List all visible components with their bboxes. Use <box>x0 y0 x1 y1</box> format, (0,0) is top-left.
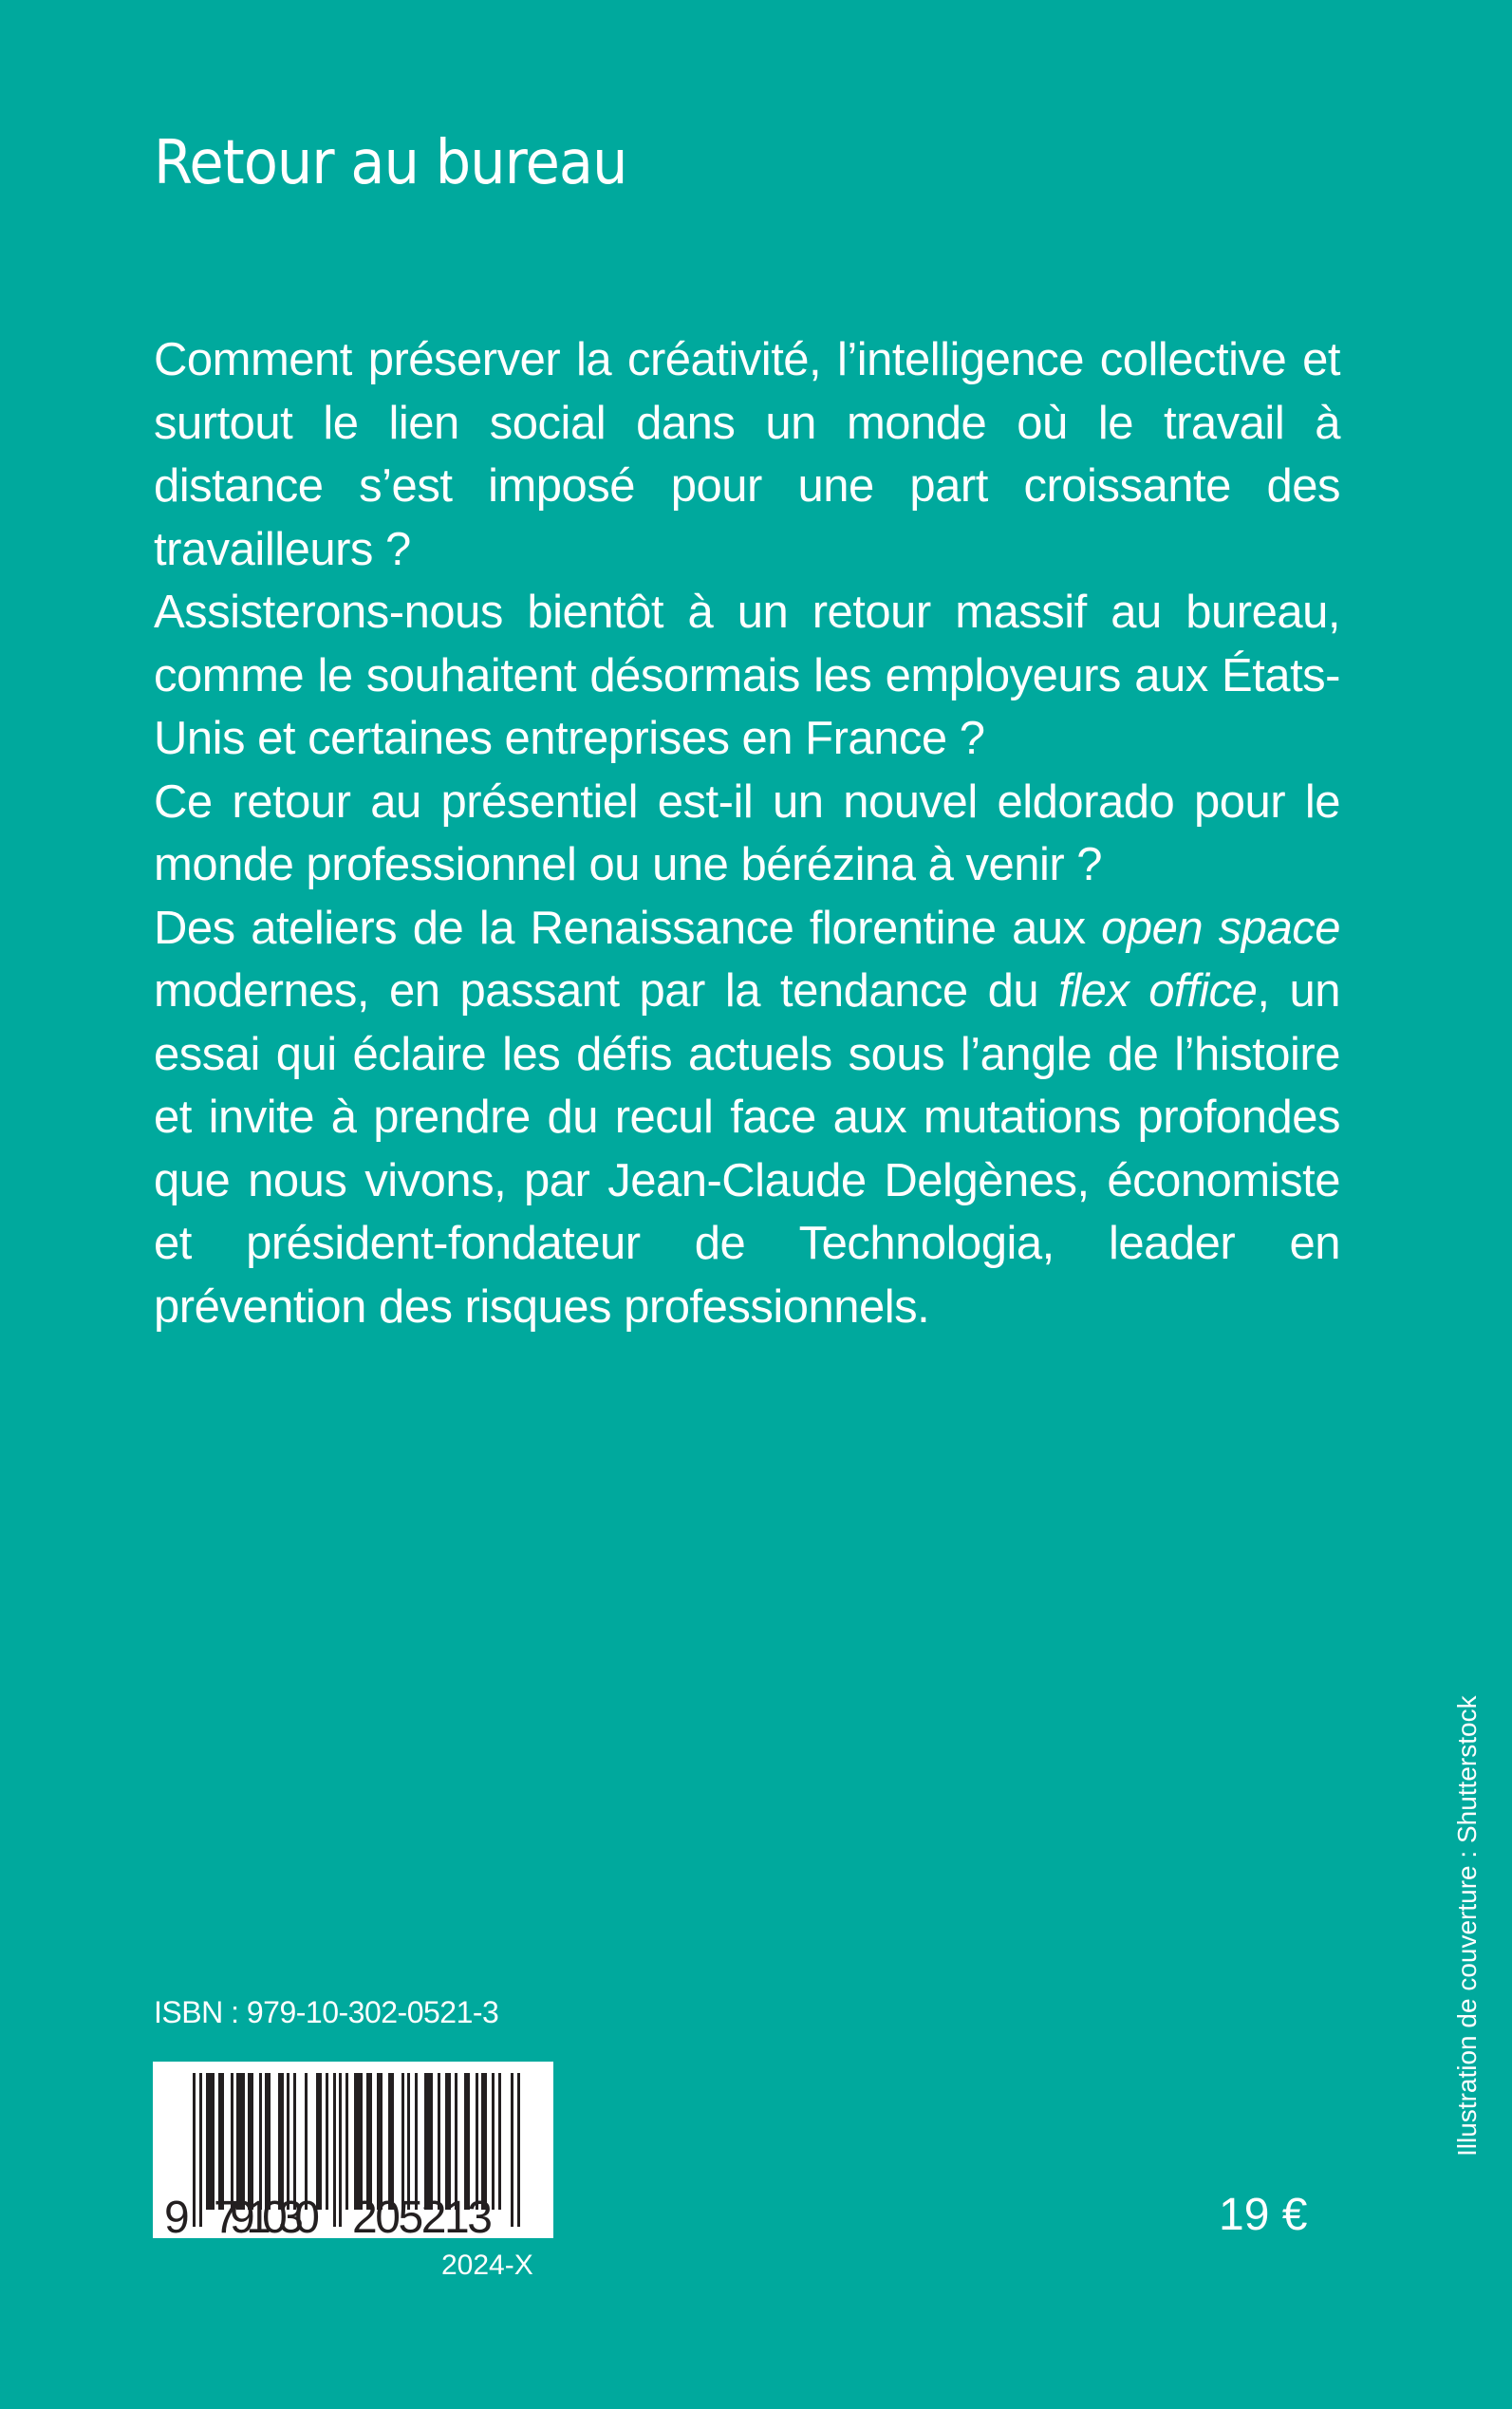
back-cover-blurb <box>154 328 1340 1338</box>
blurb-paragraph-2: Assisterons-nous bientôt à un retour massif au bureau, comme le souhaitent désormais les employeurs aux États-Unis et certaines entreprises en France ? <box>154 587 1340 764</box>
isbn-barcode <box>153 2062 553 2238</box>
barcode-graphic <box>153 2062 553 2238</box>
isbn-label: ISBN : 979-10-302-0521-3 <box>154 1995 499 2029</box>
barcode-digits-left: 791030 <box>214 2193 320 2238</box>
italic-term-open-space: open space <box>1101 902 1340 954</box>
edition-code: 2024-X <box>441 2250 533 2281</box>
blurb-paragraph-3: Ce retour au présentiel est-il un nouvel eldorado pour le monde professionnel ou une bérézina à venir ? <box>154 775 1340 890</box>
book-title: Retour au bureau <box>154 128 627 198</box>
barcode-digit-first: 9 <box>164 2193 190 2238</box>
price-label: 19 € <box>1219 2190 1308 2240</box>
blurb-paragraph-1: Comment préserver la créativité, l’intelligence collective et surtout le lien social dans un monde où le travail à distance s’est imposé pour une part croissante des travailleurs ? <box>154 334 1340 575</box>
cover-illustration-credit: Illustration de couverture : Shutterstock <box>1452 1695 1482 2157</box>
italic-term-flex-office: flex office <box>1058 965 1258 1017</box>
barcode-digits-right: 205213 <box>352 2193 493 2238</box>
blurb-paragraph-4: Des ateliers de la Renaissance florentine aux open space modernes, en passant par la tendance du flex office, un essai qui éclaire les défis actuels sous l’angle de l’histoire et invite à prendre du recul face aux mutations profondes que nous vivons, par Jean-Claude Delgènes, économiste et président-fondateur de Technologia, leader en prévention des risques professionnels. <box>154 902 1341 1333</box>
